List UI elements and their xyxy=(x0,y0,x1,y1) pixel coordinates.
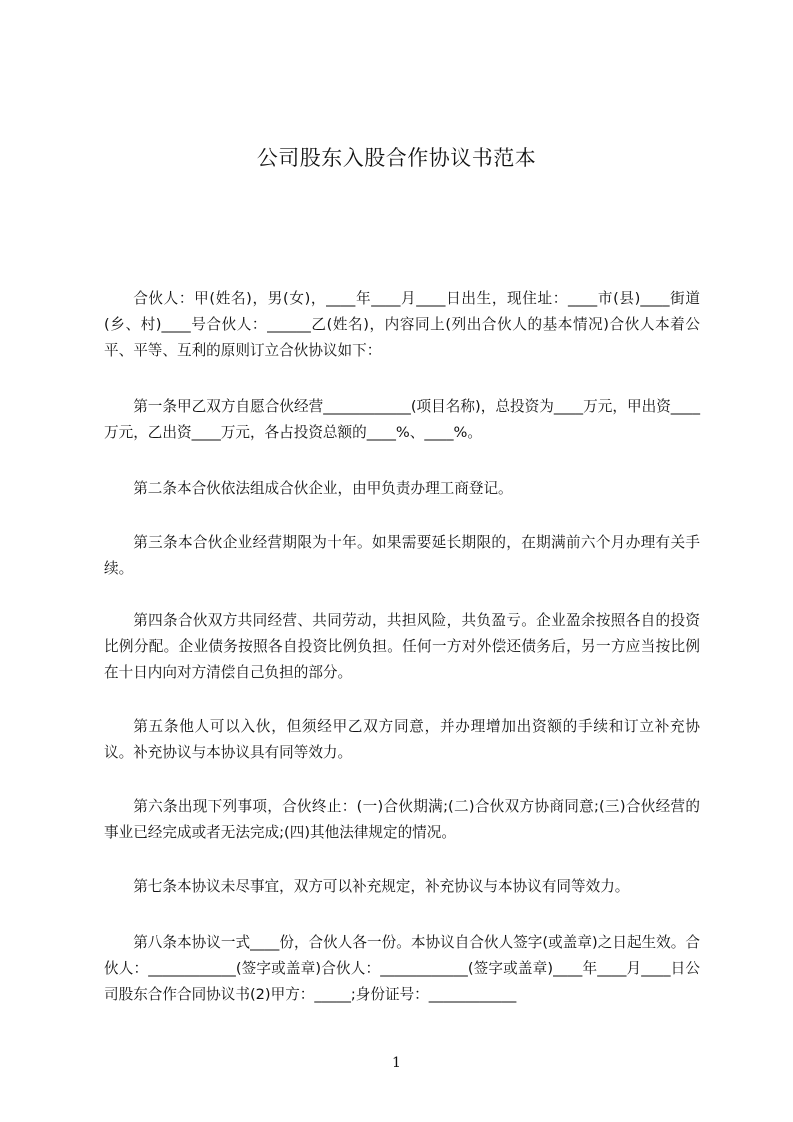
paragraph-article-5: 第五条他人可以入伙，但须经甲乙双方同意，并办理增加出资额的手续和订立补充协议。补充协议与本协议具有同等效力。 xyxy=(104,718,700,761)
paragraph-article-4: 第四条合伙双方共同经营、共同劳动，共担风险，共负盈亏。企业盈余按照各自的投资比例分配。企业债务按照各自投资比例负担。任何一方对外偿还债务后，另一方应当按比例在十日内向对方清偿自己负担的部分。 xyxy=(104,612,700,681)
paragraph-partners: 合伙人：甲(姓名)，男(女)，____年____月____日出生，现住址：____市(县)____街道(乡、村)____号合伙人：______乙(姓名)，内容同上(列出合伙人的基本情况)合伙人本着公平、平等、互利的原则订立合伙协议如下： xyxy=(104,290,700,359)
paragraph-article-7: 第七条本协议未尽事宜，双方可以补充规定，补充协议与本协议有同等效力。 xyxy=(133,878,630,895)
paragraph-article-8: 第八条本协议一式____份，合伙人各一份。本协议自合伙人签字(或盖章)之日起生效。合伙人：____________(签字或盖章)合伙人：____________(签字或盖章)____年____月____日公司股东合作合同协议书(2)甲方：_____;身份证号：____________ xyxy=(104,934,700,1003)
document-title: 公司股东入股合作协议书范本 xyxy=(256,146,537,170)
page-number: 1 xyxy=(392,1055,401,1071)
paragraph-article-6: 第六条出现下列事项，合伙终止：(一)合伙期满;(二)合伙双方协商同意;(三)合伙经营的事业已经完成或者无法完成;(四)其他法律规定的情况。 xyxy=(104,798,700,841)
paragraph-article-3: 第三条本合伙企业经营期限为十年。如果需要延长期限的，在期满前六个月办理有关手续。 xyxy=(104,534,700,577)
paragraph-article-2: 第二条本合伙依法组成合伙企业，由甲负责办理工商登记。 xyxy=(133,480,513,497)
paragraph-article-1: 第一条甲乙双方自愿合伙经营____________(项目名称)，总投资为____万元，甲出资____万元，乙出资____万元，各占投资总额的____%、____%。 xyxy=(104,398,700,441)
